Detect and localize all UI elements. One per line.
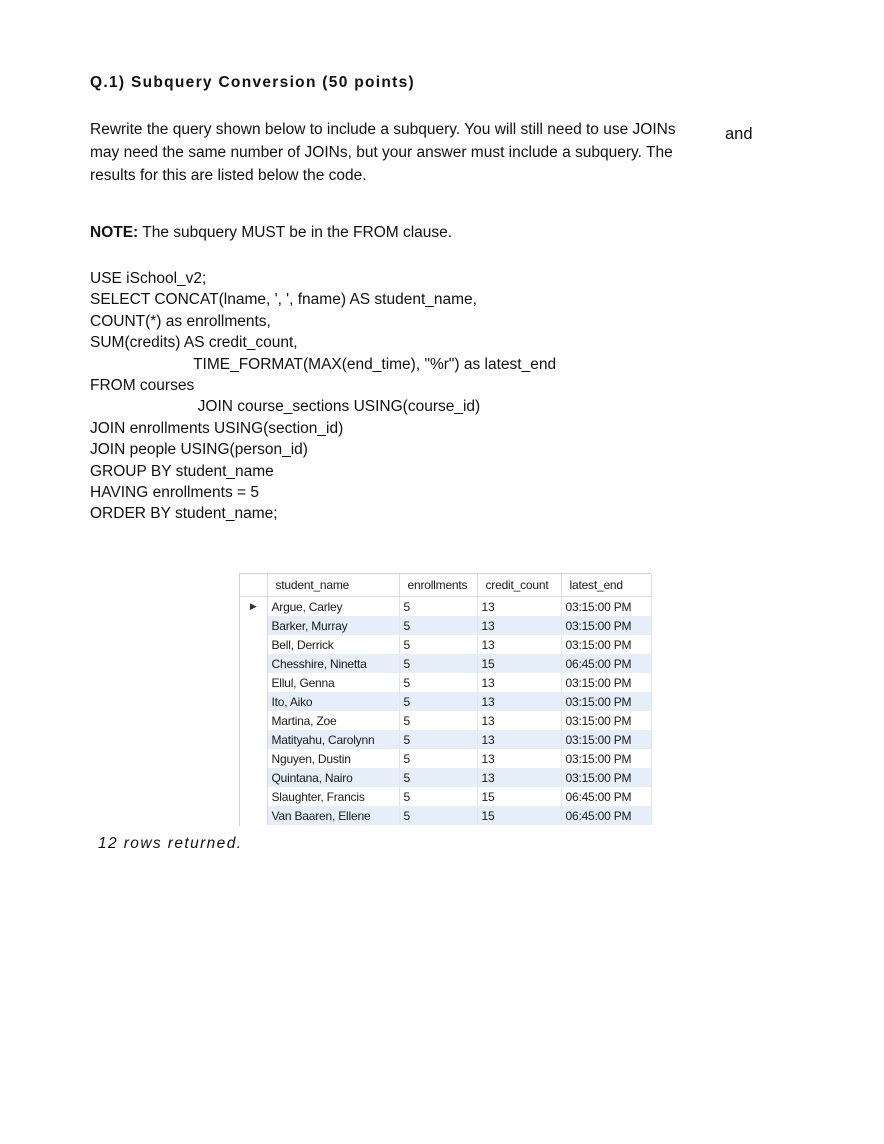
instructions-overflow-word: and <box>725 125 753 143</box>
row-marker <box>240 711 267 730</box>
cell-enrollments[interactable]: 5 <box>399 730 477 749</box>
cell-latest-end[interactable]: 03:15:00 PM <box>561 692 651 711</box>
cell-latest-end[interactable]: 06:45:00 PM <box>561 806 651 825</box>
cell-latest-end[interactable]: 03:15:00 PM <box>561 597 651 617</box>
code-line: TIME_FORMAT(MAX(end_time), "%r") as latest_end <box>90 355 557 373</box>
cell-student-name[interactable]: Ito, Aiko <box>267 692 399 711</box>
cell-credit-count[interactable]: 13 <box>477 673 561 692</box>
row-marker-header <box>240 574 267 597</box>
rows-returned-caption: 12 rows returned. <box>98 835 243 852</box>
row-marker <box>240 692 267 711</box>
cell-credit-count[interactable]: 15 <box>477 806 561 825</box>
cell-student-name[interactable]: Quintana, Nairo <box>267 768 399 787</box>
cell-enrollments[interactable]: 5 <box>399 768 477 787</box>
code-line: ORDER BY student_name; <box>90 505 278 523</box>
row-marker <box>240 768 267 787</box>
cell-enrollments[interactable]: 5 <box>399 692 477 711</box>
current-row-arrow-icon: ▶ <box>240 597 267 617</box>
cell-credit-count[interactable]: 13 <box>477 768 561 787</box>
note-label: NOTE: <box>90 224 139 241</box>
code-line: JOIN people USING(person_id) <box>90 441 308 459</box>
row-marker <box>240 730 267 749</box>
cell-student-name[interactable]: Barker, Murray <box>267 616 399 635</box>
column-header-enrollments[interactable]: enrollments <box>399 574 477 597</box>
cell-student-name[interactable]: Slaughter, Francis <box>267 787 399 806</box>
column-header-student-name[interactable]: student_name <box>267 574 399 597</box>
row-marker <box>240 616 267 635</box>
table-row[interactable] <box>240 787 651 806</box>
column-header-latest-end[interactable]: latest_end <box>561 574 651 597</box>
cell-student-name[interactable]: Nguyen, Dustin <box>267 749 399 768</box>
cell-enrollments[interactable]: 5 <box>399 616 477 635</box>
cell-credit-count[interactable]: 13 <box>477 692 561 711</box>
table-row[interactable] <box>240 635 651 654</box>
row-marker <box>240 806 267 825</box>
cell-credit-count[interactable]: 13 <box>477 635 561 654</box>
cell-student-name[interactable]: Ellul, Genna <box>267 673 399 692</box>
cell-enrollments[interactable]: 5 <box>399 787 477 806</box>
instructions-paragraph <box>90 118 730 187</box>
cell-student-name[interactable]: Bell, Derrick <box>267 635 399 654</box>
table-row[interactable] <box>240 597 651 617</box>
code-line: COUNT(*) as enrollments, <box>90 312 271 330</box>
cell-enrollments[interactable]: 5 <box>399 635 477 654</box>
cell-credit-count[interactable]: 15 <box>477 787 561 806</box>
cell-latest-end[interactable]: 03:15:00 PM <box>561 768 651 787</box>
table-row[interactable] <box>240 711 651 730</box>
cell-enrollments[interactable]: 5 <box>399 597 477 617</box>
instructions-line: Rewrite the query shown below to include a subquery. You will still need to use JOINs <box>90 121 676 138</box>
sql-code-block <box>90 268 556 525</box>
cell-latest-end[interactable]: 03:15:00 PM <box>561 635 651 654</box>
cell-credit-count[interactable]: 13 <box>477 711 561 730</box>
code-line: FROM courses <box>90 377 195 395</box>
cell-student-name[interactable]: Argue, Carley <box>267 597 399 617</box>
code-line: SUM(credits) AS credit_count, <box>90 334 298 352</box>
cell-enrollments[interactable]: 5 <box>399 711 477 730</box>
cell-credit-count[interactable]: 15 <box>477 654 561 673</box>
cell-latest-end[interactable]: 03:15:00 PM <box>561 711 651 730</box>
table-row[interactable] <box>240 768 651 787</box>
note-line <box>90 224 452 242</box>
header-row <box>240 574 651 597</box>
row-marker <box>240 787 267 806</box>
result-table <box>240 574 652 825</box>
cell-credit-count[interactable]: 13 <box>477 616 561 635</box>
cell-latest-end[interactable]: 06:45:00 PM <box>561 654 651 673</box>
table-row[interactable] <box>240 730 651 749</box>
row-marker <box>240 749 267 768</box>
table-row[interactable] <box>240 673 651 692</box>
table-row[interactable] <box>240 806 651 825</box>
cell-credit-count[interactable]: 13 <box>477 749 561 768</box>
table-row[interactable] <box>240 616 651 635</box>
question-heading: Q.1) Subquery Conversion (50 points) <box>90 74 415 91</box>
table-row[interactable] <box>240 654 651 673</box>
cell-student-name[interactable]: Chesshire, Ninetta <box>267 654 399 673</box>
table-row[interactable] <box>240 692 651 711</box>
cell-enrollments[interactable]: 5 <box>399 749 477 768</box>
code-line: JOIN enrollments USING(section_id) <box>90 419 344 437</box>
instructions-line: results for this are listed below the code. <box>90 167 367 184</box>
row-marker <box>240 654 267 673</box>
cell-student-name[interactable]: Martina, Zoe <box>267 711 399 730</box>
code-line: HAVING enrollments = 5 <box>90 484 259 502</box>
cell-latest-end[interactable]: 03:15:00 PM <box>561 673 651 692</box>
code-line: JOIN course_sections USING(course_id) <box>90 398 481 416</box>
row-marker <box>240 673 267 692</box>
code-line: SELECT CONCAT(lname, ', ', fname) AS student_name, <box>90 291 477 309</box>
cell-enrollments[interactable]: 5 <box>399 806 477 825</box>
cell-student-name[interactable]: Van Baaren, Ellene <box>267 806 399 825</box>
cell-enrollments[interactable]: 5 <box>399 673 477 692</box>
note-text: The subquery MUST be in the FROM clause. <box>138 224 453 241</box>
table-row[interactable] <box>240 749 651 768</box>
cell-enrollments[interactable]: 5 <box>399 654 477 673</box>
instructions-line: may need the same number of JOINs, but your answer must include a subquery. The <box>90 144 673 161</box>
result-grid <box>239 573 651 826</box>
cell-credit-count[interactable]: 13 <box>477 730 561 749</box>
cell-student-name[interactable]: Matityahu, Carolynn <box>267 730 399 749</box>
code-line: USE iSchool_v2; <box>90 270 207 287</box>
row-marker <box>240 635 267 654</box>
cell-latest-end[interactable]: 03:15:00 PM <box>561 730 651 749</box>
cell-credit-count[interactable]: 13 <box>477 597 561 617</box>
code-line: GROUP BY student_name <box>90 462 274 480</box>
cell-latest-end[interactable]: 03:15:00 PM <box>561 749 651 768</box>
column-header-credit-count[interactable]: credit_count <box>477 574 561 597</box>
cell-latest-end[interactable]: 06:45:00 PM <box>561 787 651 806</box>
cell-latest-end[interactable]: 03:15:00 PM <box>561 616 651 635</box>
